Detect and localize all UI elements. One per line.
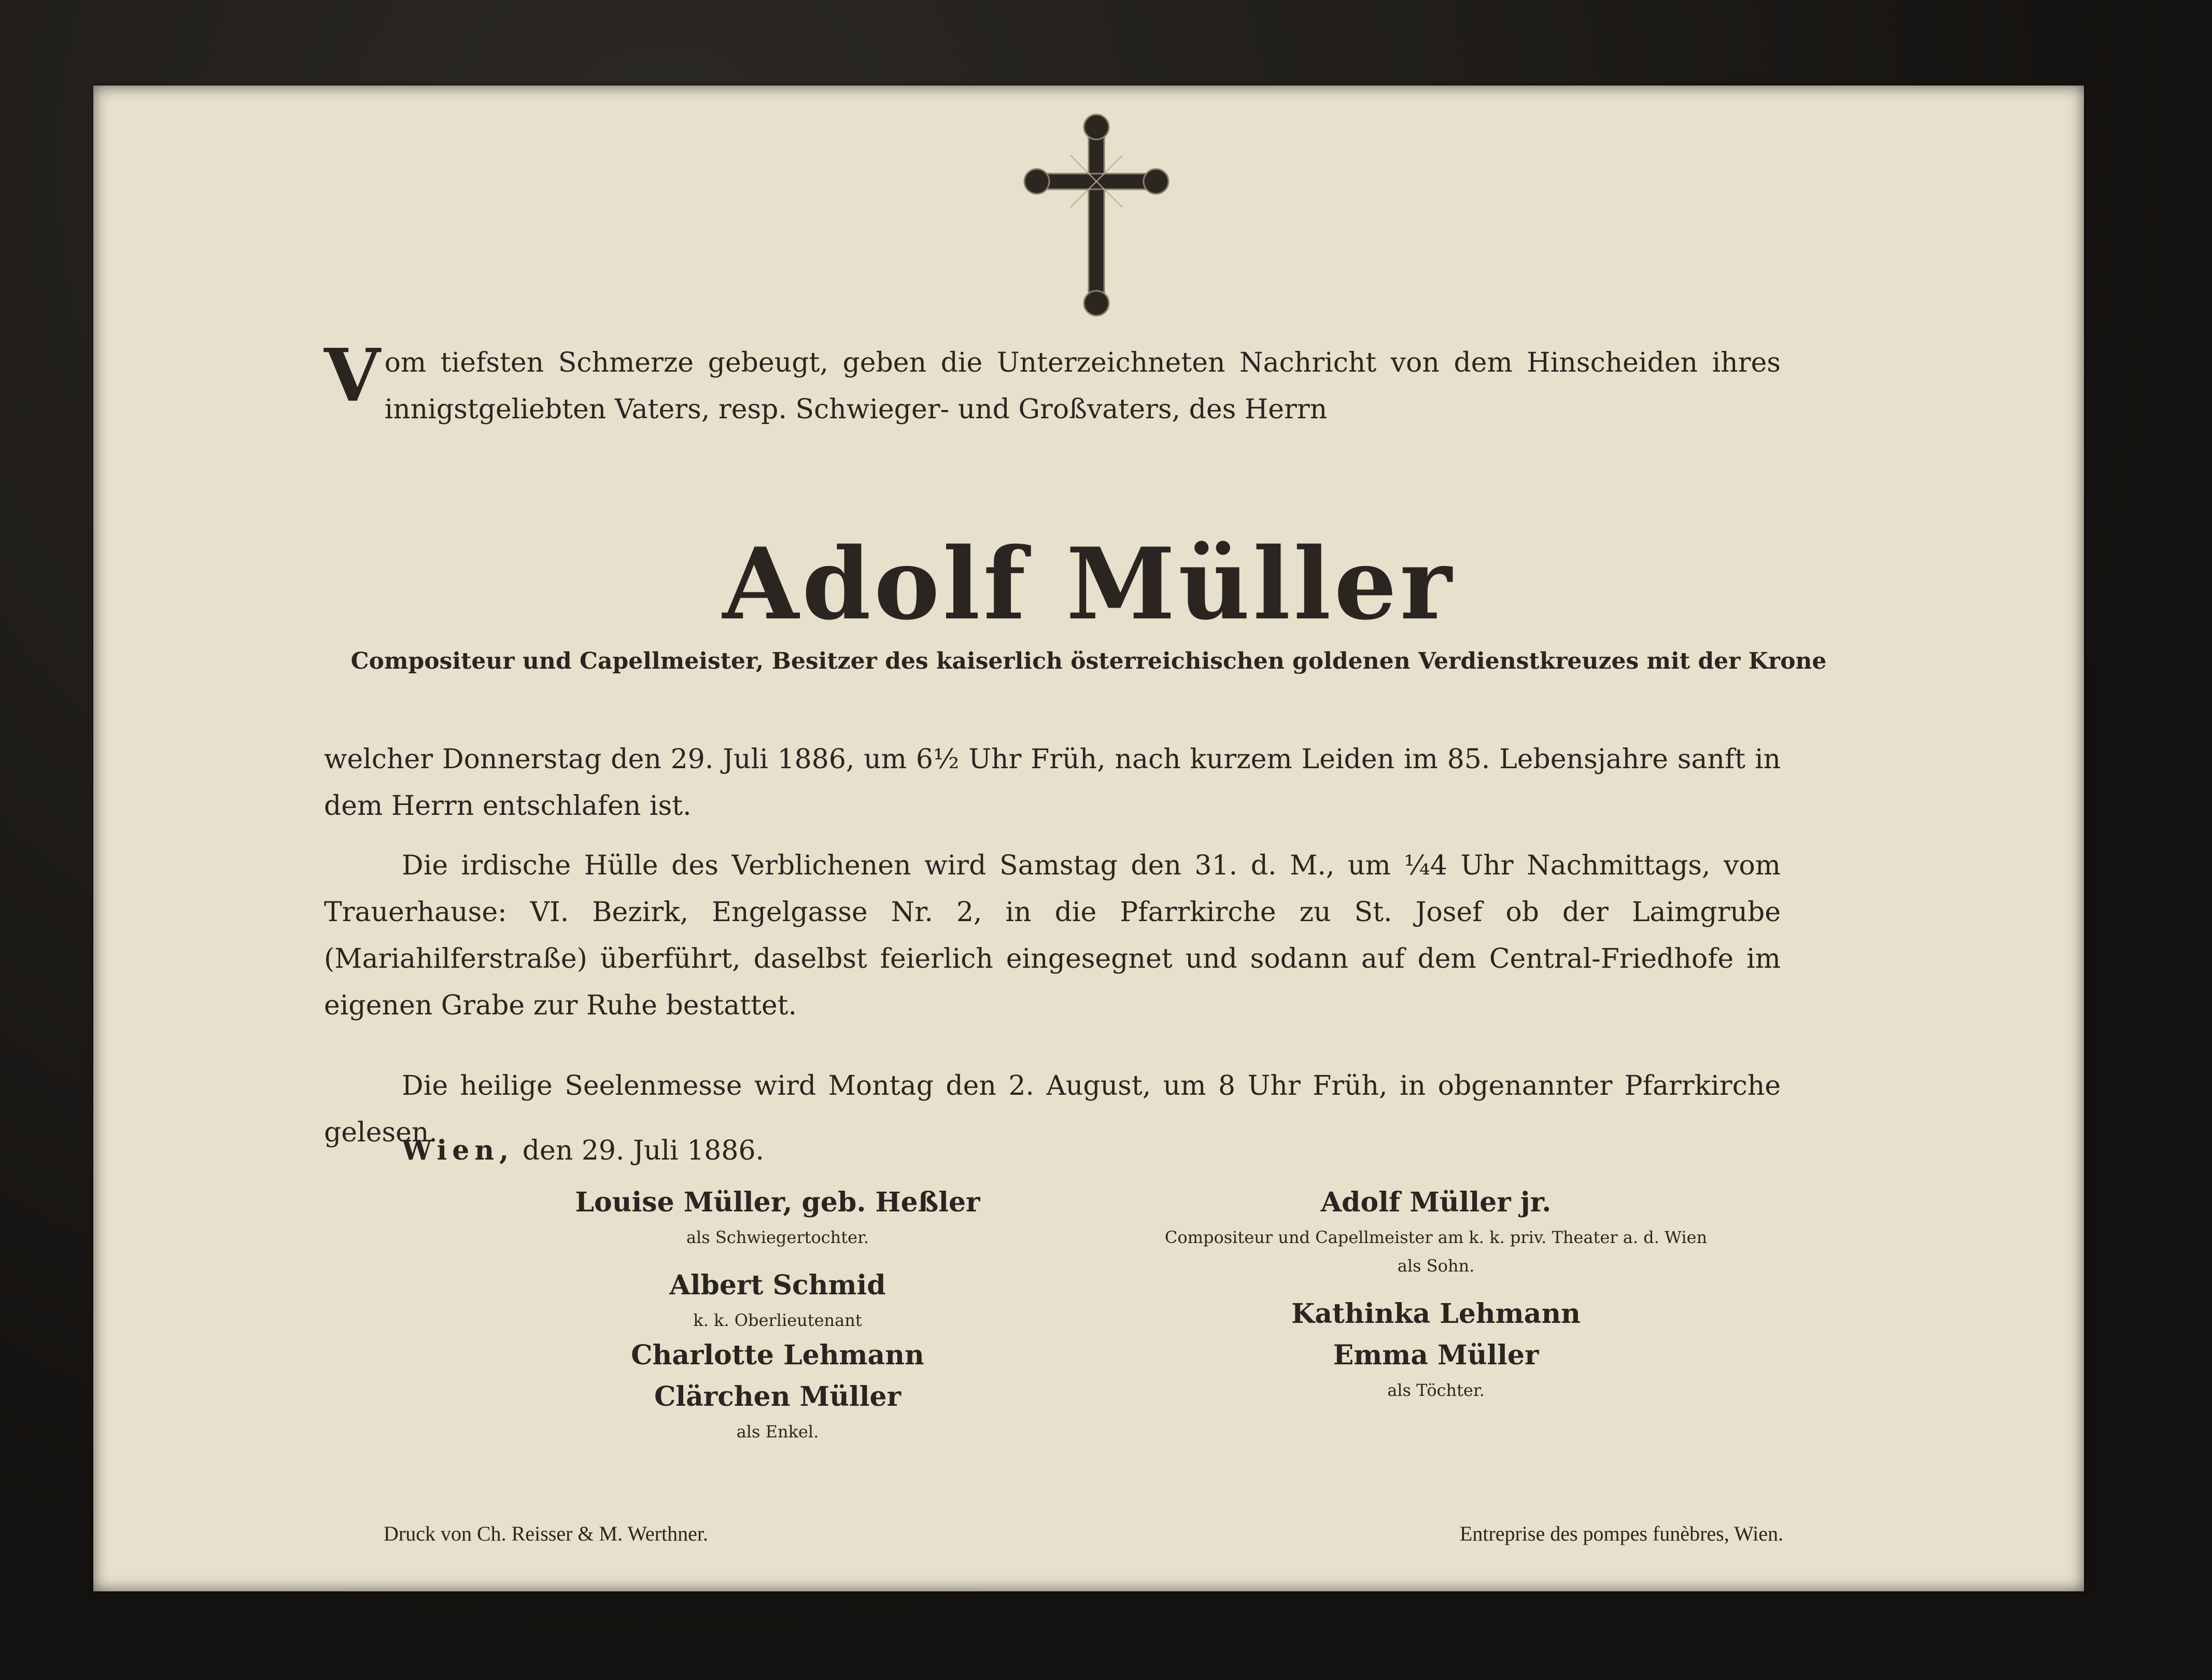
signers-left — [544, 1182, 1011, 1446]
signers-right — [1104, 1182, 1768, 1405]
signer-role: als Sohn. — [1397, 1256, 1475, 1276]
intro-text: om tiefsten Schmerze gebeugt, geben die Unterzeichneten Nachricht von dem Hinscheiden ihres innigstgeliebten Vaters, resp. Schwieger- und Großvaters, des Herrn — [384, 347, 1781, 425]
printer-credit: Druck von Ch. Reisser & M. Werthner. — [384, 1522, 708, 1545]
funeral-paragraph — [324, 842, 1781, 1029]
drop-cap: V — [324, 333, 381, 418]
spacer — [544, 1252, 1011, 1265]
signer-name: Clärchen Müller — [654, 1381, 901, 1413]
signer-role: als Schwiegertochter. — [686, 1227, 869, 1247]
signer-name: Kathinka Lehmann — [1291, 1298, 1581, 1330]
intro-paragraph — [324, 333, 1781, 433]
ornate-cross-icon — [1021, 111, 1172, 319]
signer-role: Compositeur und Capellmeister am k. k. priv. Theater a. d. Wien — [1164, 1227, 1708, 1247]
death-text: welcher Donnerstag den 29. Juli 1886, um 6½ Uhr Früh, nach kurzem Leiden im 85. Lebensjahre sanft in dem Herrn entschlafen ist. — [324, 744, 1781, 822]
signer-name: Adolf Müller jr. — [1320, 1187, 1552, 1218]
spacer — [1104, 1280, 1768, 1293]
date: den 29. Juli 1886. — [514, 1135, 765, 1166]
place: Wien, — [402, 1135, 514, 1166]
deceased-name: Adolf Müller — [722, 526, 1455, 642]
signer-role: als Enkel. — [736, 1422, 819, 1442]
mass-text: Die heilige Seelenmesse wird Montag den 2. August, um 8 Uhr Früh, in obgenannter Pfarrkirche gelesen. — [324, 1070, 1781, 1148]
signer-name: Louise Müller, geb. Heßler — [575, 1187, 980, 1218]
signer-role: als Töchter. — [1387, 1380, 1485, 1400]
deceased-title: Compositeur und Capellmeister, Besitzer des kaiserlich österreichischen goldenen Verdienstkreuzes mit der Krone — [350, 648, 1827, 674]
signer-name: Emma Müller — [1333, 1339, 1539, 1371]
death-notice-sheet — [93, 86, 2084, 1591]
funeral-text: Die irdische Hülle des Verblichenen wird Samstag den 31. d. M., um ¼4 Uhr Nachmittags, vom Trauerhause: VI. Bezirk, Engelgasse Nr. 2, in die Pfarrkirche zu St. Josef ob der Laimgrube (Mariahilferstraße) überführt, daselbst feierlich eingesegnet und sodann auf dem Central-Friedhofe im eigenen Grabe zur Ruhe bestattet. — [324, 850, 1781, 1021]
death-paragraph — [324, 736, 1781, 829]
place-date — [402, 1127, 764, 1174]
undertaker-credit: Entreprise des pompes funèbres, Wien. — [1459, 1522, 1783, 1545]
signer-name: Charlotte Lehmann — [631, 1339, 924, 1371]
signer-name: Albert Schmid — [669, 1269, 886, 1301]
signer-role: k. k. Oberlieutenant — [693, 1310, 862, 1330]
